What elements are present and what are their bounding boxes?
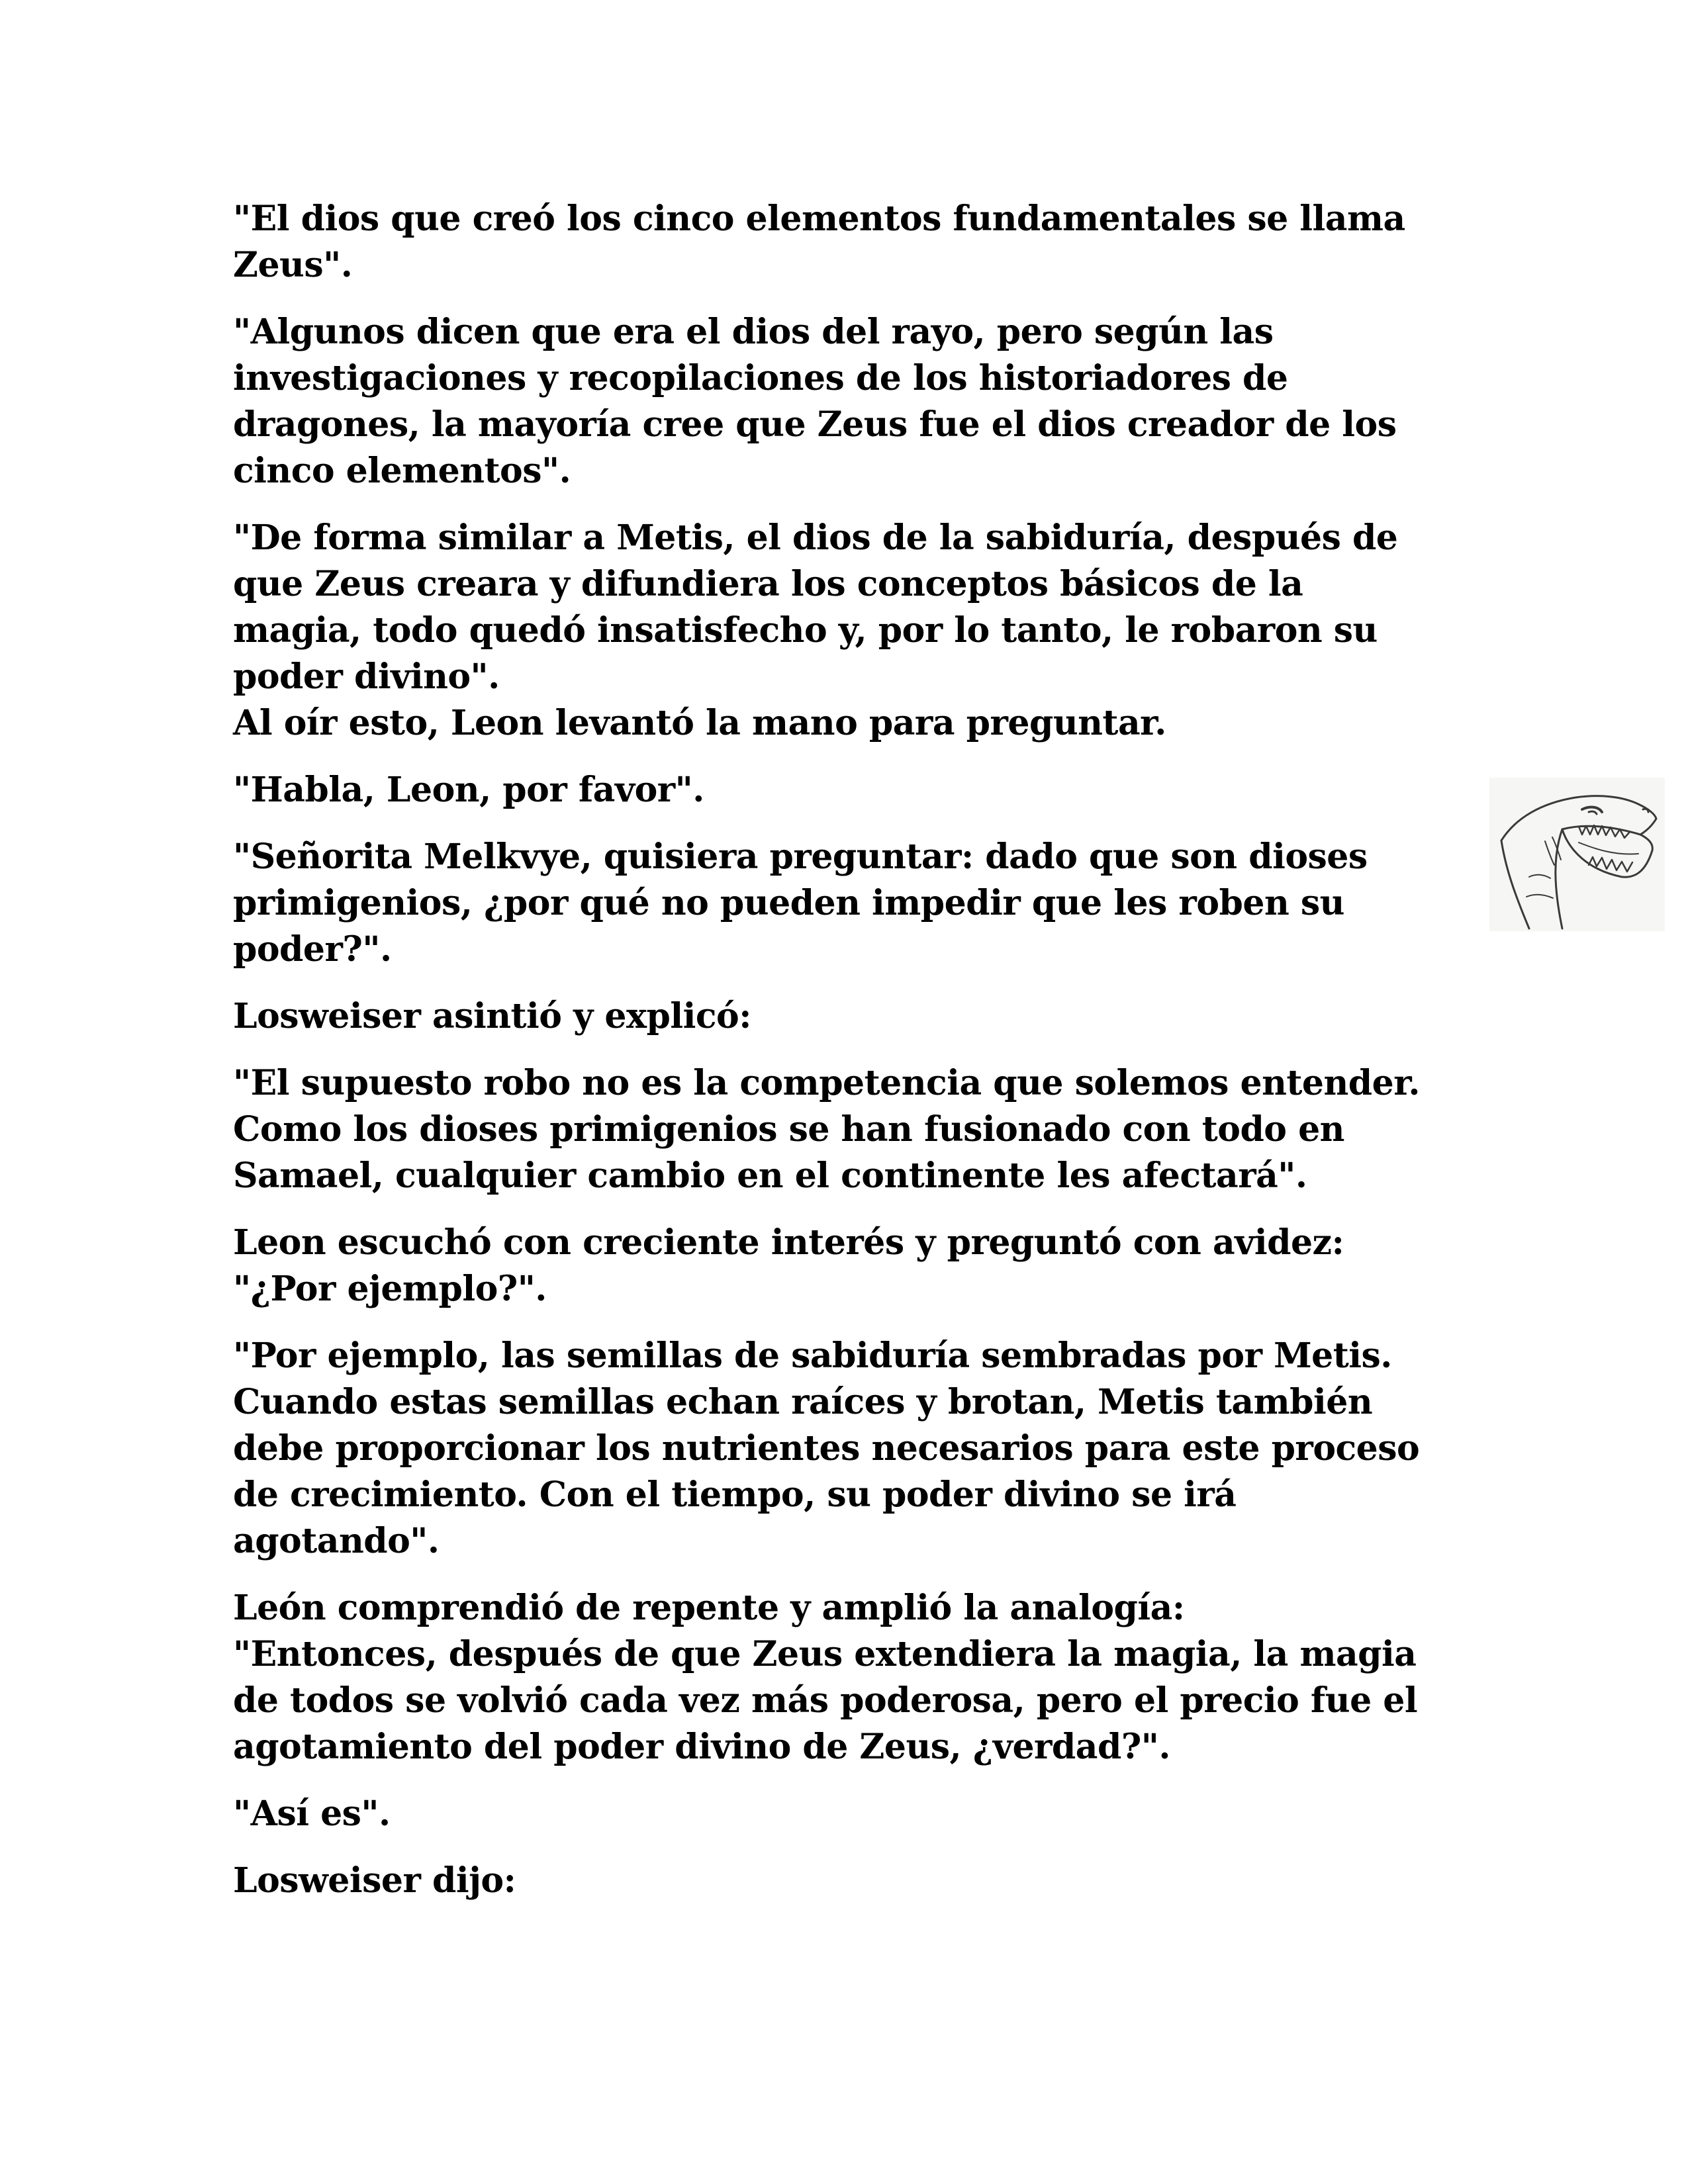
paragraph — [233, 1333, 1451, 1565]
text-line: "Entonces, después de que Zeus extendiera la magia, la magia — [233, 1634, 1417, 1674]
text-line: debe proporcionar los nutrientes necesarios para este proceso — [233, 1428, 1420, 1469]
text-line: "Por ejemplo, las semillas de sabiduría sembradas por Metis. — [233, 1336, 1392, 1376]
text-line: "El dios que creó los cinco elementos fundamentales se llama — [233, 199, 1405, 239]
text-line: "El supuesto robo no es la competencia que solemos entender. — [233, 1063, 1420, 1103]
text-line: dragones, la mayoría cree que Zeus fue el dios creador de los — [233, 404, 1397, 445]
paragraph — [233, 993, 1451, 1040]
text-line: poder?". — [233, 929, 392, 970]
paragraph — [233, 1858, 1451, 1904]
text-line: Al oír esto, Leon levantó la mano para preguntar. — [233, 703, 1166, 743]
text-line: Samael, cualquier cambio en el continente les afectará". — [233, 1156, 1307, 1196]
text-line: "Señorita Melkvye, quisiera preguntar: dado que son dioses — [233, 837, 1368, 877]
text-line: poder divino". — [233, 657, 500, 697]
text-line: "De forma similar a Metis, el dios de la sabiduría, después de — [233, 518, 1398, 558]
text-line: investigaciones y recopilaciones de los historiadores de — [233, 358, 1288, 398]
text-line: Losweiser asintió y explicó: — [233, 996, 751, 1036]
text-line: León comprendió de repente y amplió la analogía: — [233, 1588, 1185, 1628]
paragraph — [233, 1791, 1451, 1837]
text-line: magia, todo quedó insatisfecho y, por lo tanto, le robaron su — [233, 610, 1378, 651]
text-line: "Algunos dicen que era el dios del rayo, pero según las — [233, 312, 1274, 352]
text-line: Como los dioses primigenios se han fusionado con todo en — [233, 1109, 1344, 1150]
paragraph — [233, 767, 1451, 813]
text-line: "¿Por ejemplo?". — [233, 1269, 547, 1309]
text-line: de crecimiento. Con el tiempo, su poder divino se irá — [233, 1475, 1237, 1515]
text-line: Cuando estas semillas echan raíces y brotan, Metis también — [233, 1382, 1373, 1422]
text-line: primigenios, ¿por qué no pueden impedir que les roben su — [233, 883, 1344, 923]
text-line: Zeus". — [233, 245, 353, 285]
text-line: Leon escuchó con creciente interés y preguntó con avidez: — [233, 1222, 1344, 1263]
paragraph — [233, 196, 1451, 289]
text-line: agotando". — [233, 1521, 440, 1561]
paragraph — [233, 1220, 1451, 1312]
text-line: que Zeus creara y difundiera los conceptos básicos de la — [233, 564, 1303, 604]
text-line: "Habla, Leon, por favor". — [233, 770, 704, 810]
paragraph — [233, 309, 1451, 494]
paragraph — [233, 1585, 1451, 1770]
text-line: "Así es". — [233, 1794, 391, 1834]
text-line: cinco elementos". — [233, 451, 571, 491]
paragraph — [233, 1060, 1451, 1199]
text-line: de todos se volvió cada vez más poderosa, pero el precio fue el — [233, 1680, 1418, 1721]
body-text — [233, 196, 1451, 1925]
paragraph — [233, 834, 1451, 973]
text-line: agotamiento del poder divino de Zeus, ¿verdad?". — [233, 1727, 1171, 1767]
text-line: Losweiser dijo: — [233, 1860, 516, 1901]
dinosaur-head-sketch-icon — [1489, 778, 1665, 931]
paragraph — [233, 515, 1451, 747]
